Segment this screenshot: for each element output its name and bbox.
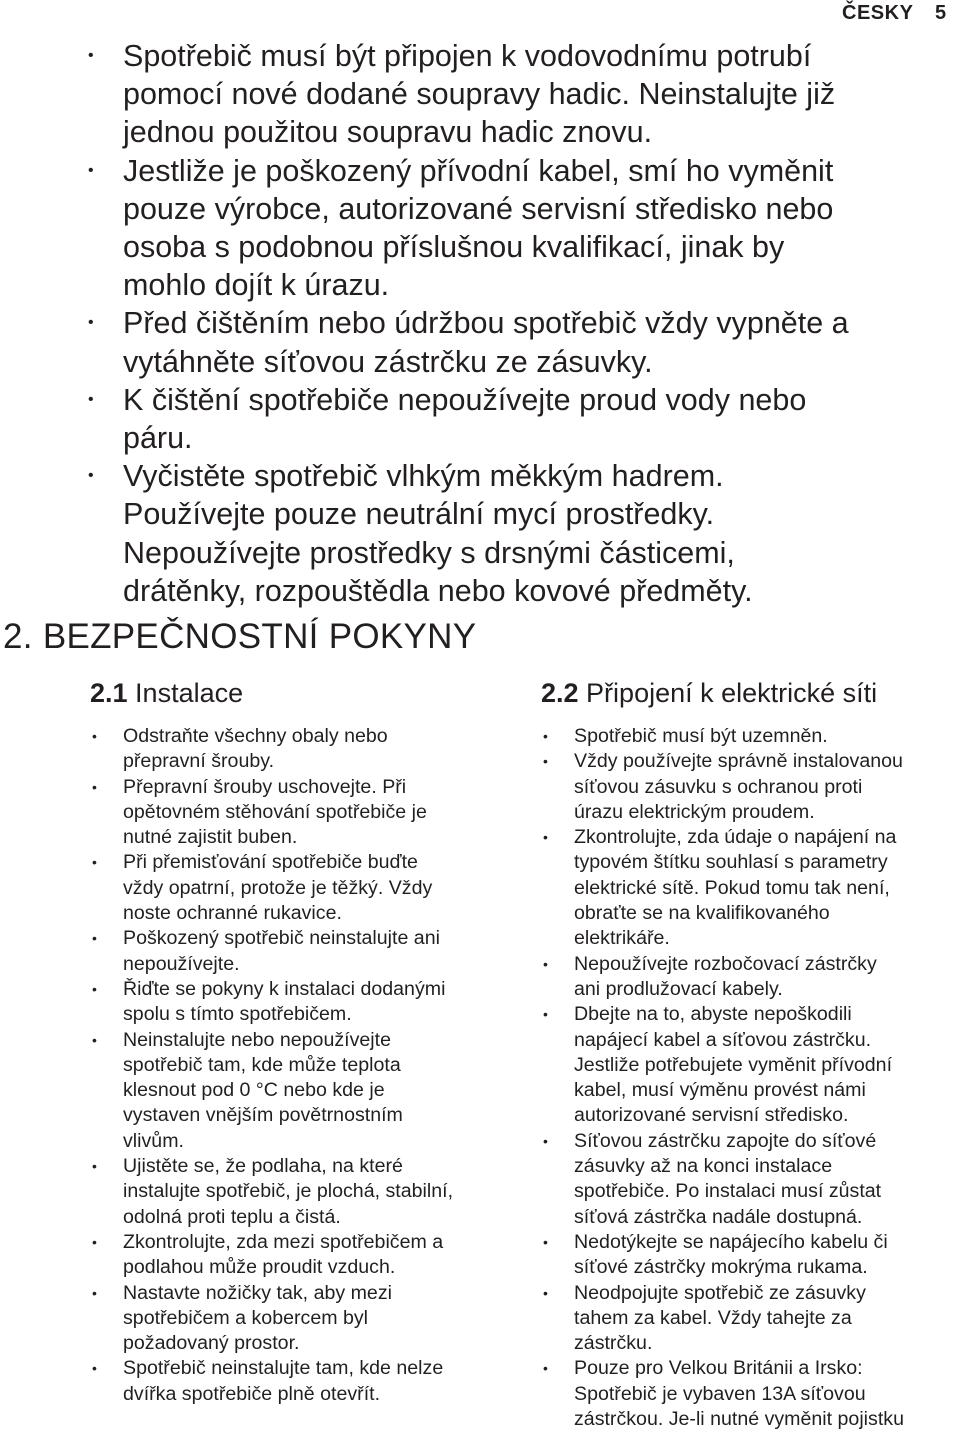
electrical-heading (541, 676, 960, 710)
electrical-heading-number: 2.2 (541, 678, 579, 708)
list-item-line: drátěnky, rozpouštědla nebo kovové předměty. (123, 573, 753, 608)
list-item-line: Spotřebič neinstalujte tam, kde nelze (123, 1357, 444, 1380)
list-item-line: opětovném stěhování spotřebiče je (123, 800, 427, 823)
list-item-line: Přepravní šrouby uschovejte. Při (123, 775, 407, 798)
installation-list-item (90, 977, 520, 1028)
installation-list-item (90, 724, 520, 775)
electrical-list-item (541, 1002, 960, 1128)
list-item-line: Vyčistěte spotřebič vlhkým měkkým hadrem. (123, 459, 724, 494)
installation-list-item (90, 926, 520, 977)
bullet-icon: • (92, 1360, 97, 1377)
electrical-list-item (541, 825, 960, 951)
list-item-line: spotřebičem a kobercem byl (123, 1306, 369, 1329)
list-item-line: Neinstalujte nebo nepoužívejte (123, 1028, 391, 1051)
list-item-line: pouze výrobce, autorizované servisní středisko nebo (123, 191, 834, 226)
installation-bullet-list (90, 724, 520, 1407)
list-item-line: kabel, musí výměnu provést námi (574, 1079, 866, 1102)
list-item-line: pomocí nové dodané soupravy hadic. Neinstalujte již (123, 77, 836, 112)
list-item-line: Spotřebič musí být připojen k vodovodnímu potrubí (123, 39, 812, 73)
list-item-line: elektrické sítě. Pokud tomu tak není, (574, 876, 890, 899)
list-item-line: Řiďte se pokyny k instalaci dodanými (123, 977, 446, 1000)
installation-list-item (90, 1154, 520, 1230)
list-item-line: odolná proti teplu a čistá. (123, 1205, 341, 1228)
list-item-line: zástrčku. (574, 1332, 653, 1355)
bullet-icon: • (543, 1132, 548, 1149)
list-item-line: jednou použitou soupravu hadic znovu. (123, 115, 653, 150)
list-item-line: nepoužívejte. (123, 952, 240, 975)
installation-list-item (90, 1028, 520, 1154)
bullet-icon: • (88, 390, 94, 408)
list-item-line: autorizované servisní středisko. (574, 1104, 849, 1127)
bullet-icon: • (543, 753, 548, 770)
bullet-icon: • (92, 930, 97, 947)
intro-list-item (0, 457, 960, 610)
bullet-icon: • (92, 854, 97, 871)
list-item-line: Nedotýkejte se napájecího kabelu či (574, 1230, 888, 1253)
list-item-line: Zkontrolujte, zda údaje o napájení na (574, 826, 897, 849)
intro-bullet-list (0, 37, 960, 610)
electrical-list-item (541, 724, 960, 749)
bullet-icon: • (88, 47, 94, 64)
page-number: 5 (935, 2, 947, 24)
list-item-line: Ujistěte se, že podlaha, na které (123, 1155, 403, 1178)
list-item-line: Poškozený spotřebič neinstalujte ani (123, 927, 440, 950)
list-item-line: ani prodlužovací kabely. (574, 977, 783, 1000)
intro-list-item (0, 37, 960, 152)
list-item-line: zástrčkou. Je-li nutné vyměnit pojistku (574, 1408, 904, 1431)
electrical-list-item (541, 1230, 960, 1281)
list-item-line: obraťte se na kvalifikovaného (574, 902, 830, 925)
installation-list-item (90, 775, 520, 851)
list-item-line: spolu s tímto spotřebičem. (123, 1003, 352, 1026)
bullet-icon: • (543, 1233, 548, 1250)
list-item-line: Jestliže potřebujete vyměnit přívodní (574, 1053, 893, 1076)
list-item-line: typovém štítku souhlasí s parametry (574, 851, 888, 874)
bullet-icon: • (92, 1158, 97, 1175)
list-item-line: dvířka spotřebiče plně otevřít. (123, 1382, 381, 1405)
electrical-list-item (541, 1356, 960, 1432)
list-item-line: Vždy používejte správně instalovanou (574, 750, 903, 773)
list-item-line: K čištění spotřebiče nepoužívejte proud vody nebo (123, 382, 807, 417)
list-item-line: Zkontrolujte, zda mezi spotřebičem a (123, 1230, 444, 1253)
list-item-line: Používejte pouze neutrální mycí prostředky. (123, 497, 715, 532)
list-item-line: vždy opatrní, protože je těžký. Vždy (123, 876, 433, 899)
electrical-bullet-list (541, 724, 960, 1432)
installation-heading (90, 676, 520, 710)
list-item-line: Síťovou zástrčku zapojte do síťové (574, 1129, 877, 1152)
list-item-line: Jestliže je poškozený přívodní kabel, smí ho vyměnit (123, 153, 834, 188)
list-item-line: síťovou zásuvku s ochranou proti (574, 775, 863, 798)
list-item-line: spotřebiče. Po instalaci musí zůstat (574, 1180, 882, 1203)
bullet-icon: • (88, 467, 94, 485)
list-item-line: Spotřebič musí být uzemněn. (574, 725, 828, 747)
bullet-icon: • (543, 1360, 548, 1377)
list-item-line: noste ochranné rukavice. (123, 902, 342, 925)
bullet-icon: • (92, 1284, 97, 1301)
list-item-line: páru. (123, 421, 193, 456)
list-item-line: mohlo dojít k úrazu. (123, 268, 390, 303)
list-item-line: Odstraňte všechny obaly nebo (123, 725, 388, 747)
list-item-line: Nepoužívejte prostředky s drsnými částicemi, (123, 535, 735, 570)
installation-list-item (90, 850, 520, 926)
installation-list-item (90, 1356, 520, 1407)
installation-column (90, 676, 520, 1407)
electrical-list-item (541, 1281, 960, 1357)
list-item-line: síťové zástrčky mokrýma rukama. (574, 1256, 868, 1279)
list-item-line: přepravní šrouby. (123, 750, 275, 773)
list-item-line: vlivům. (123, 1129, 184, 1152)
list-item-line: úrazu elektrickým proudem. (574, 800, 815, 823)
installation-list-item (90, 1230, 520, 1281)
list-item-line: Pouze pro Velkou Británii a Irsko: (574, 1357, 863, 1380)
intro-list-item (0, 381, 960, 457)
list-item-line: nutné zajistit buben. (123, 826, 298, 849)
list-item-line: Dbejte na to, abyste nepoškodili (574, 1003, 852, 1026)
list-item-line: síťová zástrčka nadále dostupná. (574, 1205, 863, 1228)
intro-list-item (0, 304, 960, 380)
electrical-heading-text: Připojení k elektrické síti (578, 678, 878, 708)
bullet-icon: • (88, 314, 94, 332)
installation-heading-text: Instalace (127, 678, 244, 708)
bullet-icon: • (92, 1233, 97, 1250)
list-item-line: elektrikáře. (574, 927, 670, 950)
bullet-icon: • (92, 728, 97, 744)
section-title: 2. BEZPEČNOSTNÍ POKYNY (3, 617, 477, 656)
bullet-icon: • (543, 955, 548, 972)
list-item-line: zásuvky až na konci instalace (574, 1155, 833, 1178)
list-item-line: Spotřebič je vybaven 13A síťovou (574, 1382, 866, 1405)
bullet-icon: • (92, 1031, 97, 1048)
list-item-line: spotřebič tam, kde může teplota (123, 1053, 401, 1076)
bullet-icon: • (92, 980, 97, 997)
bullet-icon: • (543, 1284, 548, 1301)
bullet-icon: • (92, 778, 97, 795)
list-item-line: klesnout pod 0 °C nebo kde je (123, 1079, 385, 1102)
installation-heading-number: 2.1 (90, 678, 128, 708)
list-item-line: Při přemisťování spotřebiče buďte (123, 851, 418, 874)
electrical-list-item (541, 1129, 960, 1230)
list-item-line: tahem za kabel. Vždy tahejte za (574, 1306, 852, 1329)
list-item-line: Neodpojujte spotřebič ze zásuvky (574, 1281, 866, 1304)
electrical-list-item (541, 952, 960, 1003)
list-item-line: podlahou může proudit vzduch. (123, 1256, 396, 1279)
list-item-line: instalujte spotřebič, je plochá, stabilní, (123, 1180, 454, 1203)
installation-list-item (90, 1281, 520, 1357)
bullet-icon: • (88, 161, 94, 179)
page-header (0, 2, 960, 28)
bullet-icon: • (543, 1006, 548, 1023)
list-item-line: napájecí kabel a síťovou zástrčku. (574, 1028, 872, 1051)
list-item-line: Nastavte nožičky tak, aby mezi (123, 1281, 392, 1304)
bullet-icon: • (543, 728, 548, 744)
bullet-icon: • (543, 829, 548, 846)
list-item-line: vystaven vnějším povětrnostním (123, 1104, 403, 1127)
list-item-line: Nepoužívejte rozbočovací zástrčky (574, 952, 877, 975)
list-item-line: Před čištěním nebo údržbou spotřebič vždy vypněte a (123, 306, 849, 341)
list-item-line: vytáhněte síťovou zástrčku ze zásuvky. (123, 344, 653, 379)
list-item-line: osoba s podobnou příslušnou kvalifikací, jinak by (123, 230, 785, 265)
electrical-list-item (541, 749, 960, 825)
electrical-column (541, 676, 960, 1432)
intro-list-item (0, 152, 960, 305)
list-item-line: požadovaný prostor. (123, 1332, 300, 1355)
language-label: ČESKY (842, 2, 914, 24)
